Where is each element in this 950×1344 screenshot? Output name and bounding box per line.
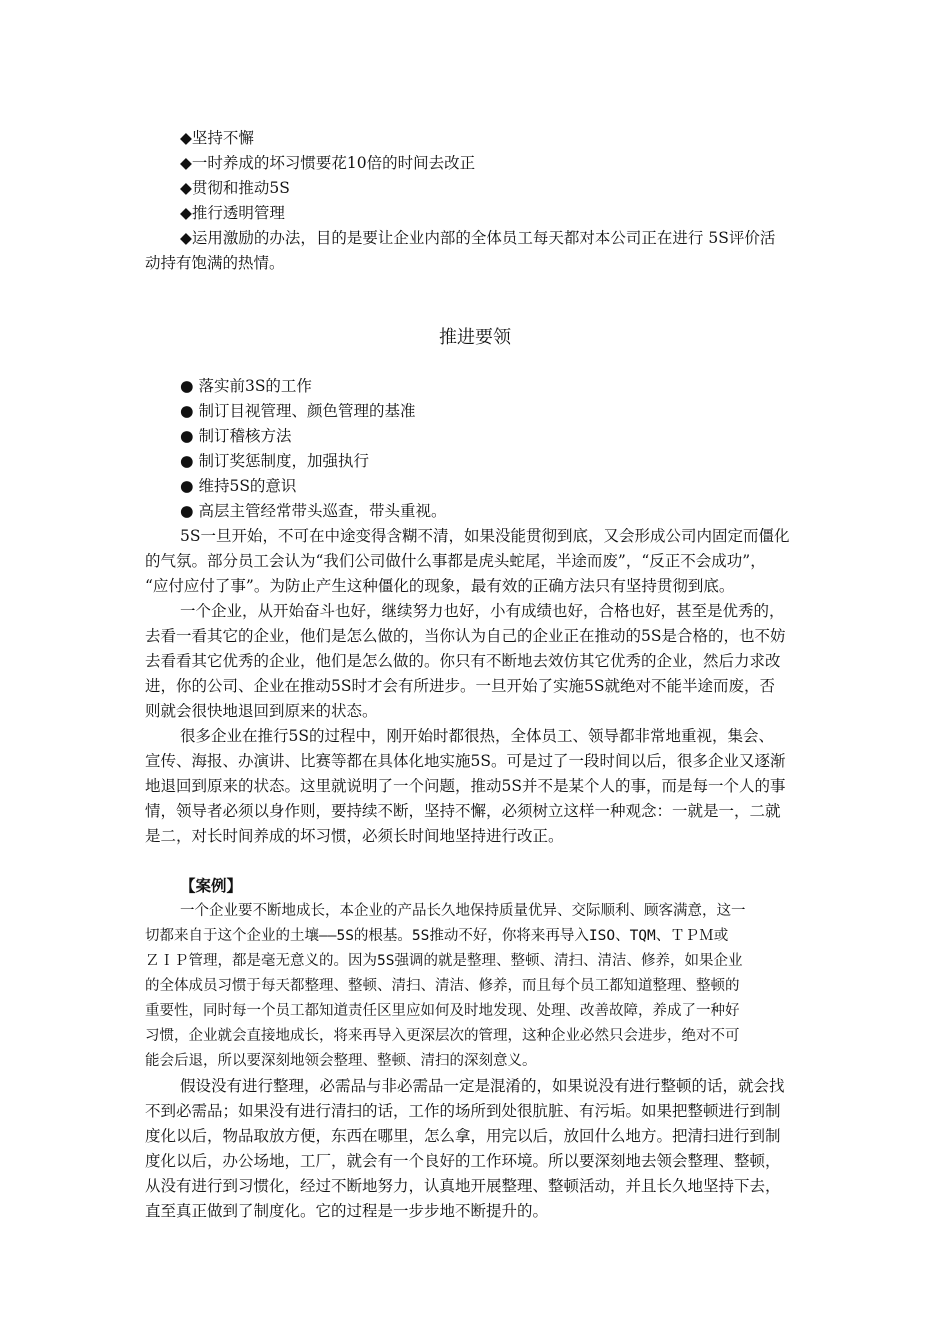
- paragraph-line: 从没有进行到习惯化，经过不断地努力，认真地开展整理、整顿活动，并且长久地坚持下去，: [145, 1177, 781, 1195]
- section-heading: 推进要领: [439, 327, 511, 348]
- paragraph-line: 很多企业在推行5S的过程中，刚开始时都很热，全体员工、领导都非常地重视，集会、: [180, 727, 774, 745]
- paragraph-line: 假设没有进行整理，必需品与非必需品一定是混淆的，如果说没有进行整顿的话，就会找: [180, 1077, 785, 1095]
- paragraph-line: 去看一看其它的企业，他们是怎么做的，当你认为自己的企业正在推动的5S是合格的，也不妨: [145, 627, 786, 645]
- case-line: 重要性，同时每一个员工都知道责任区里应如何及时地发现、处理、改善故障，养成了一种好: [145, 1003, 740, 1019]
- point-item: ● 落实前3S的工作: [180, 377, 312, 395]
- case-line: 习惯，企业就会直接地成长，将来再导入更深层次的管理，这种企业必然只会进步，绝对不可: [145, 1028, 740, 1044]
- case-title: 【案例】: [180, 877, 243, 895]
- paragraph-line: 一个企业，从开始奋斗也好，继续努力也好，小有成绩也好，合格也好，甚至是优秀的，: [180, 602, 785, 620]
- top-list-item: ◆坚持不懈: [180, 129, 254, 147]
- top-list-item: ◆一时养成的坏习惯要花10倍的时间去改正: [180, 154, 476, 172]
- paragraph-line: 不到必需品；如果没有进行清扫的话，工作的场所到处很肮脏、有污垢。如果把整顿进行到制: [145, 1102, 781, 1120]
- point-item: ● 制订目视管理、颜色管理的基准: [180, 402, 416, 420]
- top-paragraph-line: 动持有饱满的热情。: [145, 254, 285, 272]
- paragraph-line: 则就会很快地退回到原来的状态。: [145, 702, 378, 720]
- paragraph-line: 度化以后，物品取放方便，东西在哪里，怎么拿，用完以后，放回什么地方。把清扫进行到制: [145, 1127, 781, 1145]
- point-item: ● 制订稽核方法: [180, 427, 292, 445]
- top-list-item: ◆推行透明管理: [180, 204, 285, 222]
- point-item: ● 制订奖惩制度，加强执行: [180, 452, 369, 470]
- paragraph-line: 去看看其它优秀的企业，他们是怎么做的。你只有不断地去效仿其它优秀的企业，然后力求改: [145, 652, 781, 670]
- point-item: ● 高层主管经常带头巡查，带头重视。: [180, 502, 447, 520]
- top-paragraph-line: ◆运用激励的办法，目的是要让企业内部的全体员工每天都对本公司正在进行 5S评价活: [180, 229, 776, 247]
- paragraph-line: 情，领导者必须以身作则，要持续不断，坚持不懈，必须树立这样一种观念：一就是一，二就: [145, 802, 781, 820]
- paragraph-line: 直至真正做到了制度化。它的过程是一步步地不断提升的。: [145, 1202, 549, 1220]
- top-list-item: ◆贯彻和推动5S: [180, 179, 290, 197]
- paragraph-line: 地退回到原来的状态。这里就说明了一个问题，推动5S并不是某个人的事，而是每一个人的事: [145, 777, 786, 795]
- case-line: 切都来自于这个企业的土壤——5S的根基。5S推动不好，你将来再导入ISO、TQM、ＴＰＭ或: [145, 928, 729, 944]
- paragraph-line: 的气氛。部分员工会认为“我们公司做什么事都是虎头蛇尾，半途而废”，“反正不会成功”，: [145, 552, 766, 570]
- paragraph-line: “应付应付了事”。为防止产生这种僵化的现象，最有效的正确方法只有坚持贯彻到底。: [145, 577, 735, 595]
- paragraph-line: 宣传、海报、办演讲、比赛等都在具体化地实施5S。可是过了一段时间以后，很多企业又逐渐: [145, 752, 786, 770]
- point-item: ● 维持5S的意识: [180, 477, 297, 495]
- paragraph-line: 度化以后，办公场地，工厂，就会有一个良好的工作环境。所以要深刻地去领会整理、整顿，: [145, 1152, 781, 1170]
- case-line: 能会后退，所以要深刻地领会整理、整顿、清扫的深刻意义。: [145, 1053, 537, 1069]
- case-line: 的全体成员习惯于每天都整理、整顿、清扫、清洁、修养，而且每个员工都知道整理、整顿的: [145, 978, 740, 994]
- case-line: 一个企业要不断地成长，本企业的产品长久地保持质量优异、交际顺利、顾客满意，这一: [180, 903, 746, 919]
- paragraph-line: 进，你的公司、企业在推动5S时才会有所进步。一旦开始了实施5S就绝对不能半途而废，否: [145, 677, 775, 695]
- paragraph-line: 5S一旦开始，不可在中途变得含糊不清，如果没能贯彻到底，又会形成公司内固定而僵化: [180, 527, 790, 545]
- paragraph-line: 是二，对长时间养成的坏习惯，必须长时间地坚持进行改正。: [145, 827, 564, 845]
- case-line: ＺＩＰ管理，都是毫无意义的。因为5S强调的就是整理、整顿、清扫、清洁、修养，如果企业: [145, 953, 743, 969]
